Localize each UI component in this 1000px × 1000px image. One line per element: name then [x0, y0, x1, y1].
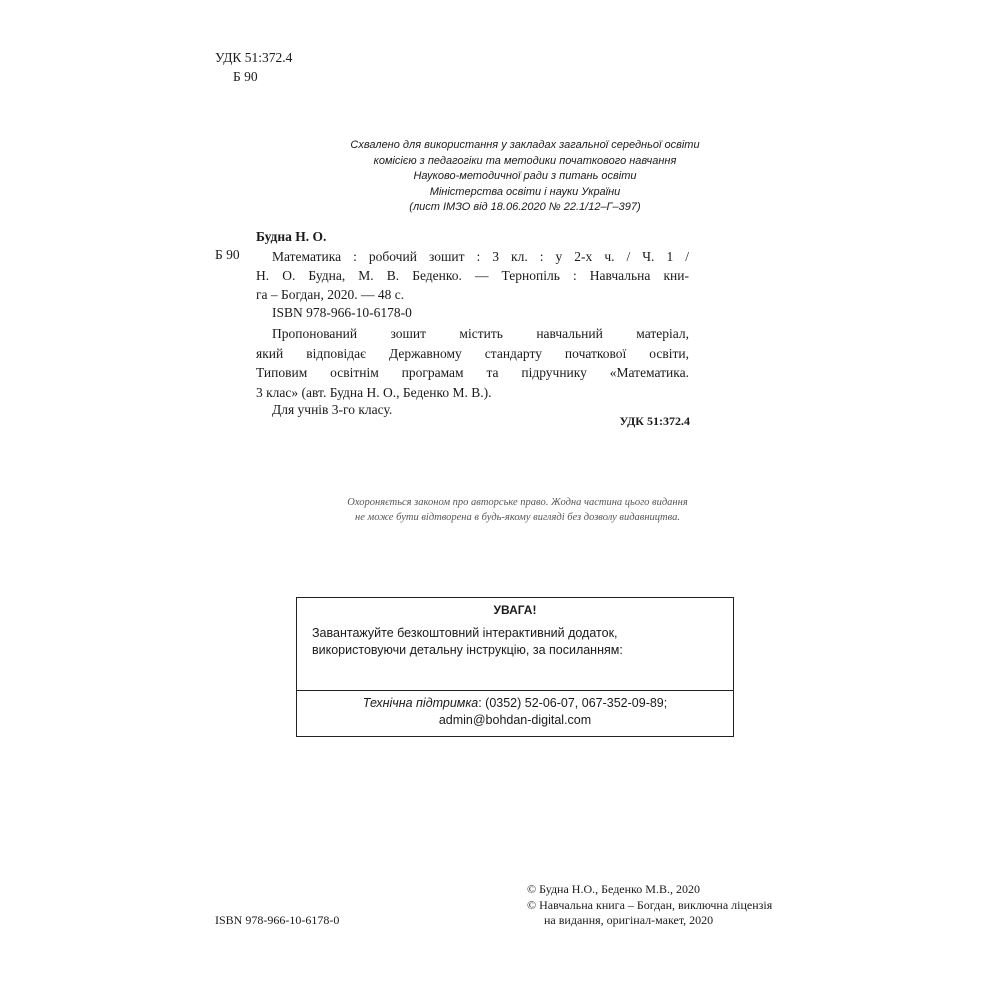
catalog-description	[256, 247, 689, 304]
notice-box-line: Завантажуйте безкоштовний інтерактивний додаток,	[312, 626, 618, 640]
approval-line: Міністерства освіти і науки України	[429, 185, 621, 198]
support-phones: : (0352) 52-06-07, 067-352-09-89;	[478, 696, 668, 710]
support-email[interactable]: admin@bohdan-digital.com	[438, 712, 592, 727]
approval-line: (лист ІМЗО від 18.06.2020 № 22.1/12–Г–397)	[409, 201, 641, 213]
author-mark: Б 90	[233, 69, 258, 84]
approval-statement	[300, 138, 750, 216]
annotation-line: Типовим освітнім програмам та підручнику «Математика.	[256, 365, 689, 380]
approval-line: Науково-методичної ради з питань освіти	[413, 170, 637, 182]
copyright-list	[527, 882, 772, 929]
catalog-udk: УДК 51:372.4	[619, 414, 690, 428]
notice-box	[296, 597, 734, 737]
catalog-author: Будна Н. О.	[256, 229, 327, 244]
description-line: Математика : робочий зошит : 3 кл. : у 2-х ч. / Ч. 1 /	[272, 249, 689, 264]
approval-line: комісією з педагогіки та методики початкового навчання	[373, 154, 677, 167]
catalog-annotation	[256, 324, 689, 402]
support-label: Технічна підтримка	[362, 696, 479, 710]
catalog-audience: Для учнів 3-го класу.	[272, 402, 393, 417]
description-line: га – Богдан, 2020. — 48 с.	[256, 287, 405, 302]
copyright-line: © Навчальна книга – Богдан, виключна ліцензія	[527, 897, 773, 912]
annotation-line: 3 клас» (авт. Будна Н. О., Беденко М. В.).	[256, 384, 492, 400]
copyright-line: © Будна Н.О., Беденко М.В., 2020	[527, 882, 700, 896]
approval-line: Схвалено для використання у закладах загальної середньої освіти	[350, 139, 700, 151]
copyright-notice	[300, 495, 735, 525]
footer-isbn: ISBN 978-966-10-6178-0	[215, 913, 340, 927]
support-info	[297, 695, 733, 728]
notice-box-title: УВАГА!	[493, 603, 537, 617]
notice-line: не може бути відтворена в будь-якому вигляді без дозволу видавництва.	[355, 512, 680, 523]
notice-box-divider	[297, 690, 733, 691]
annotation-line: який відповідає Державному стандарту початкової освіти,	[256, 345, 689, 361]
catalog-code: Б 90	[215, 247, 240, 262]
notice-box-text	[312, 625, 623, 658]
catalog-isbn: ISBN 978-966-10-6178-0	[272, 305, 412, 320]
notice-line: Охороняється законом про авторське право. Жодна частина цього видання	[347, 497, 688, 508]
description-line: Н. О. Будна, М. В. Беденко. — Тернопіль : Навчальна кни-	[256, 268, 689, 283]
udk-code: УДК 51:372.4	[215, 50, 293, 65]
notice-box-line: використовуючи детальну інструкцію, за посиланням:	[312, 642, 623, 657]
annotation-line: Пропонований зошит містить навчальний матеріал,	[272, 326, 689, 341]
copyright-line: на видання, оригінал-макет, 2020	[544, 913, 714, 927]
udk-header	[215, 48, 292, 86]
